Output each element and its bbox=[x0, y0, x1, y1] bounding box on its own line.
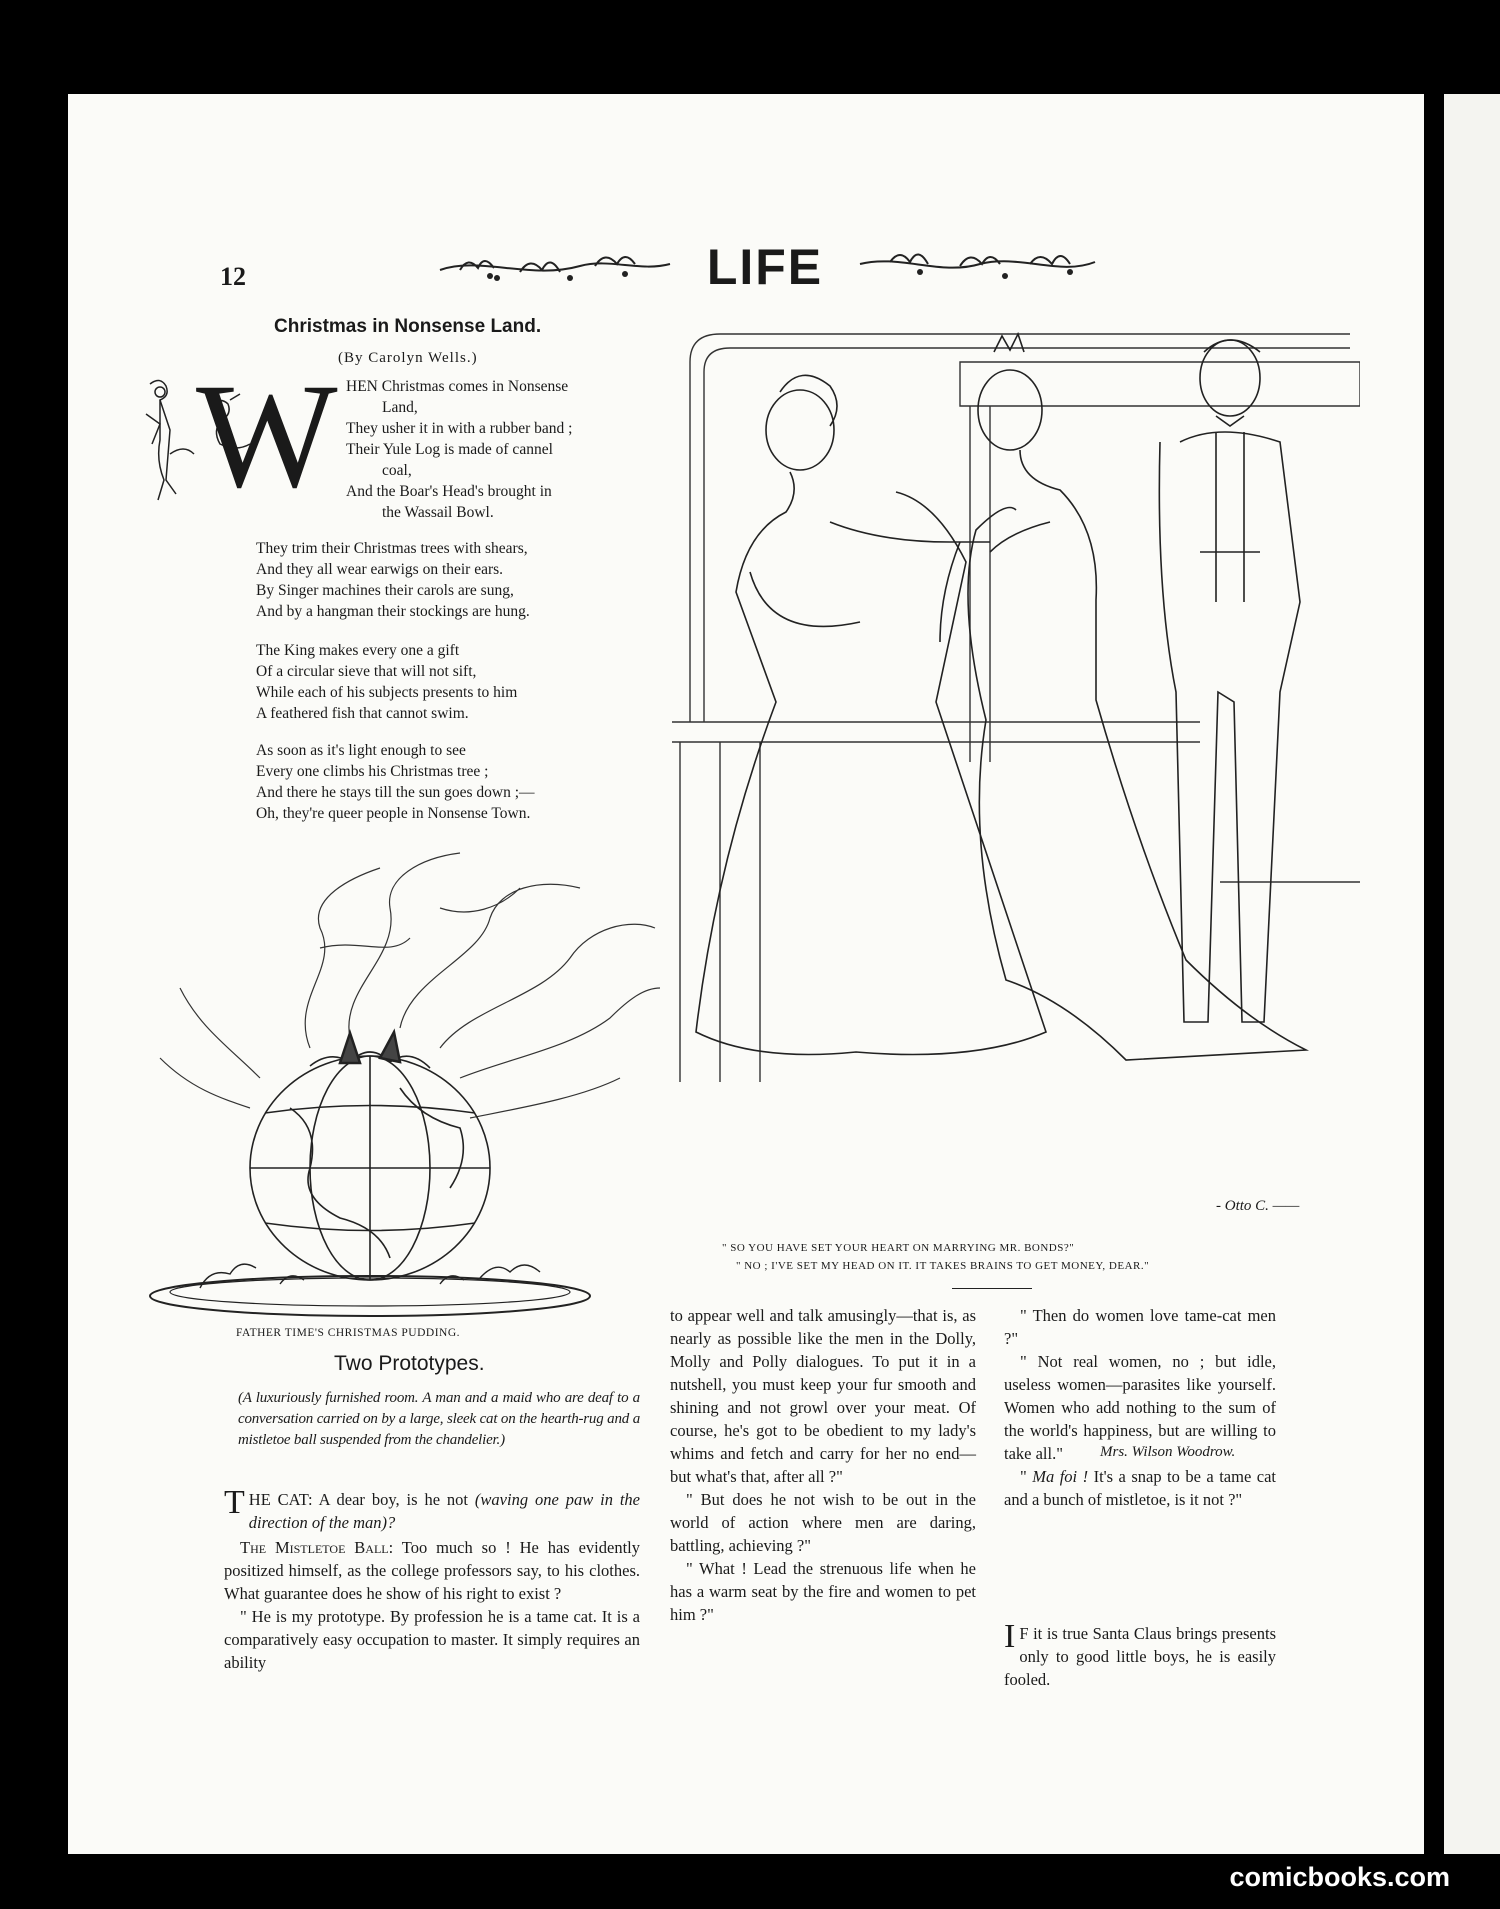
poem-line: As soon as it's light enough to see bbox=[256, 742, 466, 759]
poem-line: And the Boar's Head's brought in bbox=[346, 483, 552, 500]
story-column-1 bbox=[224, 1388, 640, 1451]
poem-stanza-2 bbox=[256, 538, 530, 622]
globe-pudding-illustration bbox=[140, 848, 660, 1318]
poem-line: And they all wear earwigs on their ears. bbox=[256, 561, 504, 578]
poem-line: HEN Christmas comes in Nonsense bbox=[346, 378, 569, 395]
cat-speaker: HE CAT: bbox=[248, 1490, 313, 1509]
artist-signature: - Otto C. —— bbox=[1216, 1198, 1300, 1214]
poem-title: Christmas in Nonsense Land. bbox=[274, 316, 542, 337]
poem-stanza-1 bbox=[346, 376, 572, 523]
cat-direction: (waving one paw in the direction of the man)? bbox=[248, 1490, 640, 1532]
site-watermark: comicbooks.com bbox=[1229, 1862, 1450, 1892]
poem-drop-letter: W bbox=[196, 353, 338, 519]
story-column-2 bbox=[670, 1304, 976, 1626]
quip-paragraph bbox=[1004, 1618, 1276, 1691]
story-paragraph: " Not real women, no ; but idle, useless women—parasites like yourself. Women who add nothing to the sum of the world's happiness, but are willing to take all." bbox=[1004, 1352, 1276, 1463]
quote-open: " bbox=[1020, 1467, 1033, 1486]
story-paragraph: " Then do women love tame-cat men ?" bbox=[1004, 1306, 1276, 1348]
ball-speech bbox=[224, 1536, 640, 1605]
stage-direction: (A luxuriously furnished room. A man and a maid who are deaf to a conversation carried on by a large, sleek cat on the hearth-rug and a mistletoe ball suspended from the chandelier.) bbox=[238, 1390, 640, 1448]
story-signature: Mrs. Wilson Woodrow. bbox=[1100, 1444, 1236, 1460]
poem-line: And there he stays till the sun goes down ;— bbox=[256, 784, 535, 801]
ball-speaker: The Mistletoe Ball: bbox=[240, 1538, 394, 1557]
story-column-1-body bbox=[224, 1484, 640, 1674]
cartoon-caption-line-1: " SO YOU HAVE SET YOUR HEART ON MARRYING MR. BONDS?" bbox=[722, 1242, 1075, 1254]
poem-line: Oh, they're queer people in Nonsense Town. bbox=[256, 805, 531, 822]
poem-line: Land, bbox=[382, 399, 418, 416]
story-column-3 bbox=[1004, 1304, 1276, 1511]
drop-cap-i: I bbox=[1004, 1618, 1016, 1655]
ma-foi: Ma foi ! bbox=[1032, 1467, 1089, 1486]
poem-line: They usher it in with a rubber band ; bbox=[346, 420, 573, 437]
page-number: 12 bbox=[220, 262, 246, 291]
adjacent-page-edge bbox=[1444, 94, 1500, 1854]
poem-stanza-4 bbox=[256, 740, 535, 824]
poem-stanza-3 bbox=[256, 640, 517, 724]
quote-rest: It's a snap to be a tame cat and a bunch of mistletoe, is it not ?" bbox=[1004, 1467, 1276, 1509]
cartoon-caption-line-2: " NO ; I'VE SET MY HEAD ON IT. IT TAKES BRAINS TO GET MONEY, DEAR." bbox=[736, 1260, 1150, 1272]
story-paragraph: " He is my prototype. By profession he is a tame cat. It is a comparatively easy occupation to master. It simply requires an ability bbox=[224, 1607, 640, 1672]
quip-text bbox=[1004, 1618, 1276, 1691]
ball-gown-cartoon bbox=[660, 322, 1360, 1242]
poem-line: They trim their Christmas trees with shears, bbox=[256, 540, 528, 557]
cat-line: A dear boy, is he not bbox=[312, 1490, 475, 1509]
cat-speech bbox=[224, 1484, 640, 1534]
poem-line: A feathered fish that cannot swim. bbox=[256, 705, 469, 722]
masthead-title: LIFE bbox=[706, 239, 824, 295]
ball-line: Too much so ! He has evidently positized himself, as the college professors say, to his clothes. What guarantee does he show of his right to exist ? bbox=[224, 1538, 640, 1603]
poem-line: While each of his subjects presents to him bbox=[256, 684, 518, 701]
quip-body: F it is true Santa Claus brings presents only to good little boys, he is easily fooled. bbox=[1004, 1624, 1276, 1689]
story-paragraph: " What ! Lead the strenuous life when he has a warm seat by the fire and women to pet him ?" bbox=[670, 1559, 976, 1624]
story-title: Two Prototypes. bbox=[334, 1352, 485, 1375]
drop-cap-t: T bbox=[224, 1484, 245, 1521]
story-paragraph bbox=[1004, 1465, 1276, 1511]
story-paragraph: " But does he not wish to be out in the world of action where men are daring, battling, achieving ?" bbox=[670, 1490, 976, 1555]
poem-line: Every one climbs his Christmas tree ; bbox=[256, 763, 489, 780]
poem-line: The King makes every one a gift bbox=[256, 642, 460, 659]
poem-byline: (By Carolyn Wells.) bbox=[338, 350, 478, 366]
poem-line: And by a hangman their stockings are hung. bbox=[256, 603, 530, 620]
poem-line: coal, bbox=[382, 462, 412, 479]
poem-line: Of a circular sieve that will not sift, bbox=[256, 663, 477, 680]
poem-line: the Wassail Bowl. bbox=[382, 504, 494, 521]
story-paragraph: to appear well and talk amusingly—that is, as nearly as possible like the men in the Dolly, Molly and Polly dialogues. To put it in a nutshell, you must keep your fur smooth and shining and not growl over your meat. Of course, he's got to be obedient to my lady's whims and fetch and carry for her no end—but what's that, after all ?" bbox=[670, 1306, 976, 1486]
masthead bbox=[420, 236, 1110, 296]
poem-line: Their Yule Log is made of cannel bbox=[346, 441, 553, 458]
divider-rule bbox=[952, 1288, 1032, 1289]
poem-line: By Singer machines their carols are sung, bbox=[256, 582, 514, 599]
pudding-caption: FATHER TIME'S CHRISTMAS PUDDING. bbox=[236, 1327, 461, 1339]
